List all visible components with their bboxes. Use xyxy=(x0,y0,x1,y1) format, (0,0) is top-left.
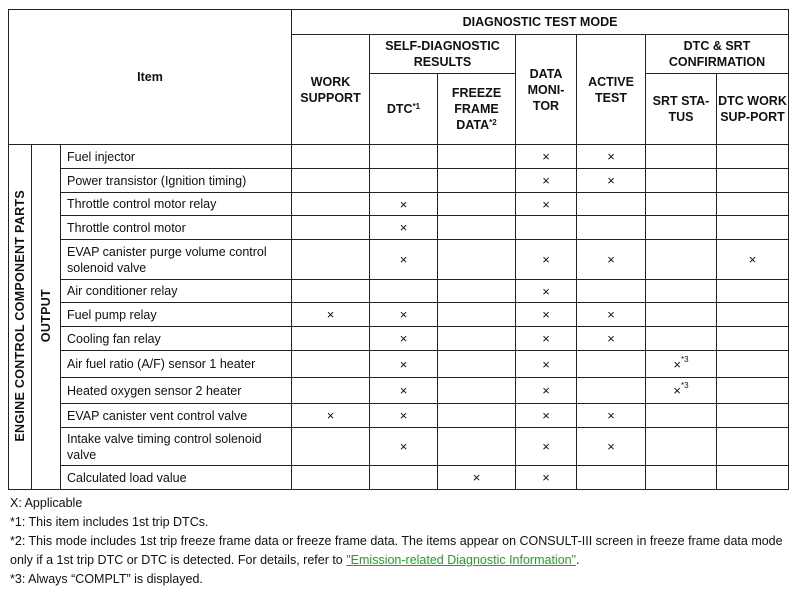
data-monitor-cell: × xyxy=(516,466,577,490)
dtc-cell: × xyxy=(370,327,438,351)
active-test-header: ACTIVE TEST xyxy=(577,35,646,145)
active-test-cell: × xyxy=(577,169,646,193)
item-name: Power transistor (Ignition timing) xyxy=(61,169,292,193)
srt-cell: ×$^{*3}$ xyxy=(646,351,717,378)
table-row xyxy=(9,327,789,351)
srt-cell xyxy=(646,240,717,280)
freeze-cell xyxy=(438,404,516,428)
data-monitor-cell xyxy=(516,216,577,240)
active-test-cell: × xyxy=(577,404,646,428)
diagnostic-table xyxy=(8,9,789,490)
table-row xyxy=(9,169,789,193)
data-monitor-header: DATA MONI-TOR xyxy=(516,35,577,145)
dtc-cell xyxy=(370,145,438,169)
table-row xyxy=(9,428,789,466)
freeze-cell xyxy=(438,240,516,280)
srt-cell xyxy=(646,216,717,240)
freeze-cell xyxy=(438,327,516,351)
dtc-header: DTC$^{*1}$ xyxy=(370,74,438,145)
table-row xyxy=(9,351,789,378)
freeze-cell xyxy=(438,145,516,169)
data-monitor-cell: × xyxy=(516,327,577,351)
srt-cell xyxy=(646,193,717,216)
active-test-cell xyxy=(577,280,646,303)
item-name: Fuel pump relay xyxy=(61,303,292,327)
dtc-work-cell xyxy=(717,327,789,351)
dtc-cell: × xyxy=(370,378,438,404)
freeze-frame-header: FREEZE FRAME DATA$^{*2}$ xyxy=(438,74,516,145)
emission-info-link[interactable]: "Emission-related Diagnostic Information" xyxy=(346,553,577,567)
data-monitor-cell: × xyxy=(516,240,577,280)
work-support-cell xyxy=(292,240,370,280)
work-support-cell: × xyxy=(292,404,370,428)
work-support-cell: × xyxy=(292,303,370,327)
item-name: Heated oxygen sensor 2 heater xyxy=(61,378,292,404)
srt-cell xyxy=(646,169,717,193)
work-support-cell xyxy=(292,466,370,490)
dtc-cell: × xyxy=(370,428,438,466)
item-name: Intake valve timing control solenoid valve xyxy=(61,428,292,466)
dtc-cell: × xyxy=(370,240,438,280)
dtc-work-cell xyxy=(717,169,789,193)
srt-cell xyxy=(646,145,717,169)
dtc-cell: × xyxy=(370,404,438,428)
freeze-cell xyxy=(438,216,516,240)
data-monitor-cell: × xyxy=(516,193,577,216)
dtc-work-cell xyxy=(717,466,789,490)
dtc-cell: × xyxy=(370,303,438,327)
item-name: Throttle control motor xyxy=(61,216,292,240)
data-monitor-cell: × xyxy=(516,378,577,404)
active-test-cell: × xyxy=(577,327,646,351)
data-monitor-cell: × xyxy=(516,280,577,303)
freeze-cell xyxy=(438,169,516,193)
active-test-cell xyxy=(577,378,646,404)
dtc-work-cell xyxy=(717,216,789,240)
dtc-work-cell xyxy=(717,280,789,303)
dtc-work-cell xyxy=(717,303,789,327)
work-support-cell xyxy=(292,145,370,169)
note-1: *1: This item includes 1st trip DTCs. xyxy=(10,515,209,529)
dtc-cell xyxy=(370,169,438,193)
freeze-cell xyxy=(438,378,516,404)
dtc-cell: × xyxy=(370,193,438,216)
data-monitor-cell: × xyxy=(516,351,577,378)
srt-cell xyxy=(646,404,717,428)
sub-label: OUTPUT xyxy=(32,145,61,490)
active-test-cell xyxy=(577,351,646,378)
table-row xyxy=(9,303,789,327)
dtc-work-cell xyxy=(717,428,789,466)
active-test-cell xyxy=(577,466,646,490)
srt-cell xyxy=(646,280,717,303)
item-name: Fuel injector xyxy=(61,145,292,169)
work-support-cell xyxy=(292,428,370,466)
dtc-work-support-header: DTC WORK SUP-PORT xyxy=(717,74,789,145)
work-support-cell xyxy=(292,327,370,351)
table-row xyxy=(9,404,789,428)
active-test-cell: × xyxy=(577,303,646,327)
table-row xyxy=(9,466,789,490)
table-row xyxy=(9,378,789,404)
freeze-cell xyxy=(438,280,516,303)
dtc-work-cell: × xyxy=(717,240,789,280)
freeze-cell xyxy=(438,303,516,327)
dtc-cell: × xyxy=(370,216,438,240)
active-test-cell: × xyxy=(577,240,646,280)
work-support-cell xyxy=(292,193,370,216)
srt-cell xyxy=(646,428,717,466)
note-2: *2: This mode includes 1st trip freeze frame data or freeze frame data. The items appear on CONSULT-III screen in freeze frame data mode only if a 1st trip DTC or DTC is detected. For details, refer to "Emission-related Diagnostic Information". xyxy=(10,534,783,567)
table-row xyxy=(9,145,789,169)
data-monitor-cell: × xyxy=(516,303,577,327)
item-name: Calculated load value xyxy=(61,466,292,490)
footnotes xyxy=(10,494,790,589)
active-test-cell xyxy=(577,216,646,240)
srt-cell: ×$^{*3}$ xyxy=(646,378,717,404)
dtc-work-cell xyxy=(717,145,789,169)
dtc-cell xyxy=(370,280,438,303)
work-support-cell xyxy=(292,378,370,404)
item-name: EVAP canister purge volume control solenoid valve xyxy=(61,240,292,280)
item-name: Air fuel ratio (A/F) sensor 1 heater xyxy=(61,351,292,378)
dtc-work-cell xyxy=(717,193,789,216)
data-monitor-cell: × xyxy=(516,145,577,169)
table-row xyxy=(9,216,789,240)
dtc-work-cell xyxy=(717,378,789,404)
group-label: ENGINE CONTROL COMPONENT PARTS xyxy=(9,145,32,490)
srt-status-header: SRT STA-TUS xyxy=(646,74,717,145)
table-row xyxy=(9,240,789,280)
data-monitor-cell: × xyxy=(516,169,577,193)
work-support-cell xyxy=(292,216,370,240)
note-applicable: X: Applicable xyxy=(10,496,83,510)
dtc-srt-header: DTC & SRT CONFIRMATION xyxy=(646,35,789,74)
diagnostic-test-mode-header: DIAGNOSTIC TEST MODE xyxy=(292,10,789,35)
freeze-cell xyxy=(438,428,516,466)
srt-cell xyxy=(646,466,717,490)
item-name: Cooling fan relay xyxy=(61,327,292,351)
item-name: EVAP canister vent control valve xyxy=(61,404,292,428)
srt-cell xyxy=(646,303,717,327)
table-row xyxy=(9,280,789,303)
table-body xyxy=(9,145,789,490)
work-support-header: WORK SUPPORT xyxy=(292,35,370,145)
work-support-cell xyxy=(292,169,370,193)
dtc-cell xyxy=(370,466,438,490)
srt-cell xyxy=(646,327,717,351)
freeze-cell: × xyxy=(438,466,516,490)
item-name: Throttle control motor relay xyxy=(61,193,292,216)
note-3: *3: Always “COMPLT” is displayed. xyxy=(10,572,203,586)
active-test-cell: × xyxy=(577,145,646,169)
active-test-cell xyxy=(577,193,646,216)
item-name: Air conditioner relay xyxy=(61,280,292,303)
data-monitor-cell: × xyxy=(516,404,577,428)
freeze-cell xyxy=(438,193,516,216)
table-row xyxy=(9,193,789,216)
item-header: Item xyxy=(9,10,292,145)
freeze-cell xyxy=(438,351,516,378)
work-support-cell xyxy=(292,351,370,378)
data-monitor-cell: × xyxy=(516,428,577,466)
work-support-cell xyxy=(292,280,370,303)
self-diagnostic-header: SELF-DIAGNOSTIC RESULTS xyxy=(370,35,516,74)
dtc-cell: × xyxy=(370,351,438,378)
dtc-work-cell xyxy=(717,404,789,428)
active-test-cell: × xyxy=(577,428,646,466)
dtc-work-cell xyxy=(717,351,789,378)
